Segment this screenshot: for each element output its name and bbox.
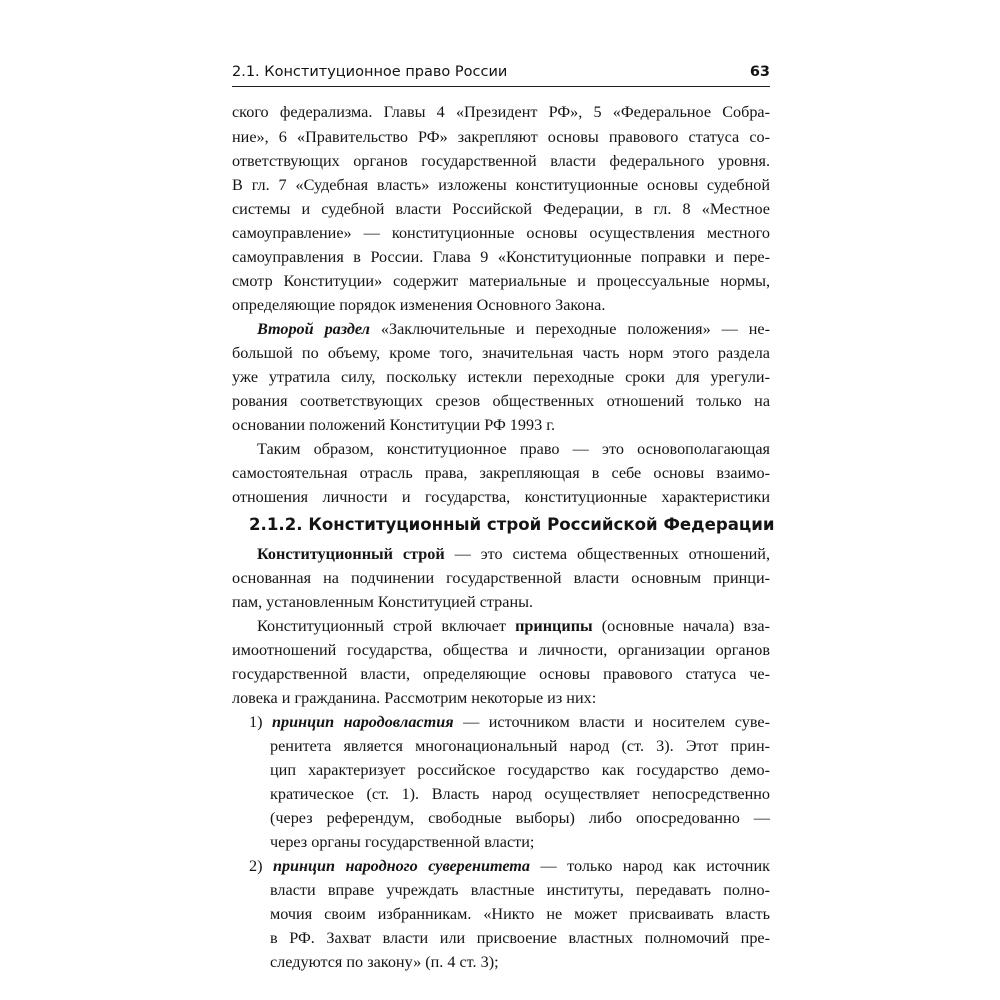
paragraph-line: рования соответствующих срезов общественных отношений только на	[232, 392, 770, 410]
paragraph-line: Таким образом, конституционное право — это основополагающая	[257, 440, 770, 458]
paragraph-text: Конституционный строй включает	[257, 617, 516, 635]
list-item-line: (через референдум, свободные выборы) либо опосредованно —	[270, 809, 770, 827]
paragraph-line: ского федерализма. Главы 4 «Президент РФ», 5 «Федеральное Собра-	[232, 103, 770, 121]
paragraph-line: самоуправление» — конституционные основы осуществления местного	[232, 224, 770, 242]
paragraph-line: ние», 6 «Правительство РФ» закрепляют основы правового статуса со-	[232, 128, 770, 146]
paragraph-text: — источником власти и носителем суве-	[453, 713, 770, 731]
list-item-term: принцип народного суверенитета	[272, 857, 530, 875]
bold-term: принципы	[515, 617, 593, 635]
paragraph-line: отношения личности и государства, конституционные характеристики	[232, 488, 770, 506]
defined-term: Конституционный строй	[257, 545, 445, 563]
paragraph-line: основании положений Конституции РФ 1993 г.	[232, 416, 556, 434]
emphasized-term: Второй раздел	[257, 320, 370, 338]
paragraph-line	[257, 319, 770, 340]
paragraph-line: уже утратила силу, поскольку истекли переходные сроки для урегули-	[232, 368, 770, 386]
list-marker: 1)	[249, 713, 263, 731]
list-item-line: власти вправе учреждать властные институты, передавать полно-	[270, 881, 770, 899]
paragraph-line: самоуправления в России. Глава 9 «Конституционные поправки и пере-	[232, 248, 770, 266]
running-header	[232, 62, 770, 87]
paragraph-line: имоотношений государства, общества и личности, организации органов	[232, 641, 770, 659]
paragraph-line: ловека и гражданина. Рассмотрим некоторые из них:	[232, 689, 597, 707]
list-item-line: цип характеризует российское государство как государство демо-	[270, 761, 770, 779]
running-header-title: 2.1. Конституционное право России	[232, 64, 508, 80]
paragraph-line: В гл. 7 «Судебная власть» изложены конституционные основы судебной	[232, 176, 770, 194]
paragraph-line: смотр Конституции» содержит материальные и процессуальные нормы,	[232, 272, 770, 290]
paragraph-text: — это система общественных отношений,	[444, 545, 770, 563]
paragraph-line: пам, установленным Конституцией страны.	[232, 593, 534, 611]
paragraph-line: определяющие порядок изменения Основного Закона.	[232, 296, 606, 314]
paragraph-line: основанная на подчинении государственной власти основным принци-	[232, 569, 770, 587]
list-marker: 2)	[249, 857, 263, 875]
list-item-line: через органы государственной власти;	[270, 833, 535, 851]
paragraph-line: большой по объему, кроме того, значительная часть норм этого раздела	[232, 344, 770, 362]
paragraph-line	[257, 616, 770, 637]
list-item-line: следуются по закону» (п. 4 ст. 3);	[270, 953, 499, 971]
list-item-first-line	[249, 712, 770, 733]
paragraph-text: (основные начала) вза-	[592, 617, 770, 635]
list-item-line: мочия своим избранникам. «Никто не может присваивать власть	[270, 905, 770, 923]
paragraph-text: — только народ как источник	[529, 857, 771, 875]
paragraph-text: «Заключительные и переходные положения» — не-	[370, 320, 770, 338]
section-heading: 2.1.2. Конституционный строй Российской Федерации	[249, 515, 775, 534]
list-item-first-line	[249, 856, 770, 877]
list-item-line: кратическое (ст. 1). Власть народ осуществляет непосредственно	[270, 785, 770, 803]
paragraph-line: системы и судебной власти Российской Федерации, в гл. 8 «Местное	[232, 200, 770, 218]
paragraph-line: ответствующих органов государственной власти федерального уровня.	[232, 152, 770, 170]
page-number: 63	[749, 64, 770, 80]
list-item-line: ренитета является многонациональный народ (ст. 3). Этот прин-	[270, 737, 770, 755]
list-item-term: принцип народовластия	[272, 713, 454, 731]
paragraph-line	[257, 544, 770, 565]
paragraph-line: государственной власти, определяющие основы правового статуса че-	[232, 665, 770, 683]
paragraph-line: самостоятельная отрасль права, закрепляющая в себе основы взаимо-	[232, 464, 770, 482]
list-item-line: в РФ. Захват власти или присвоение властных полномочий пре-	[270, 929, 770, 947]
